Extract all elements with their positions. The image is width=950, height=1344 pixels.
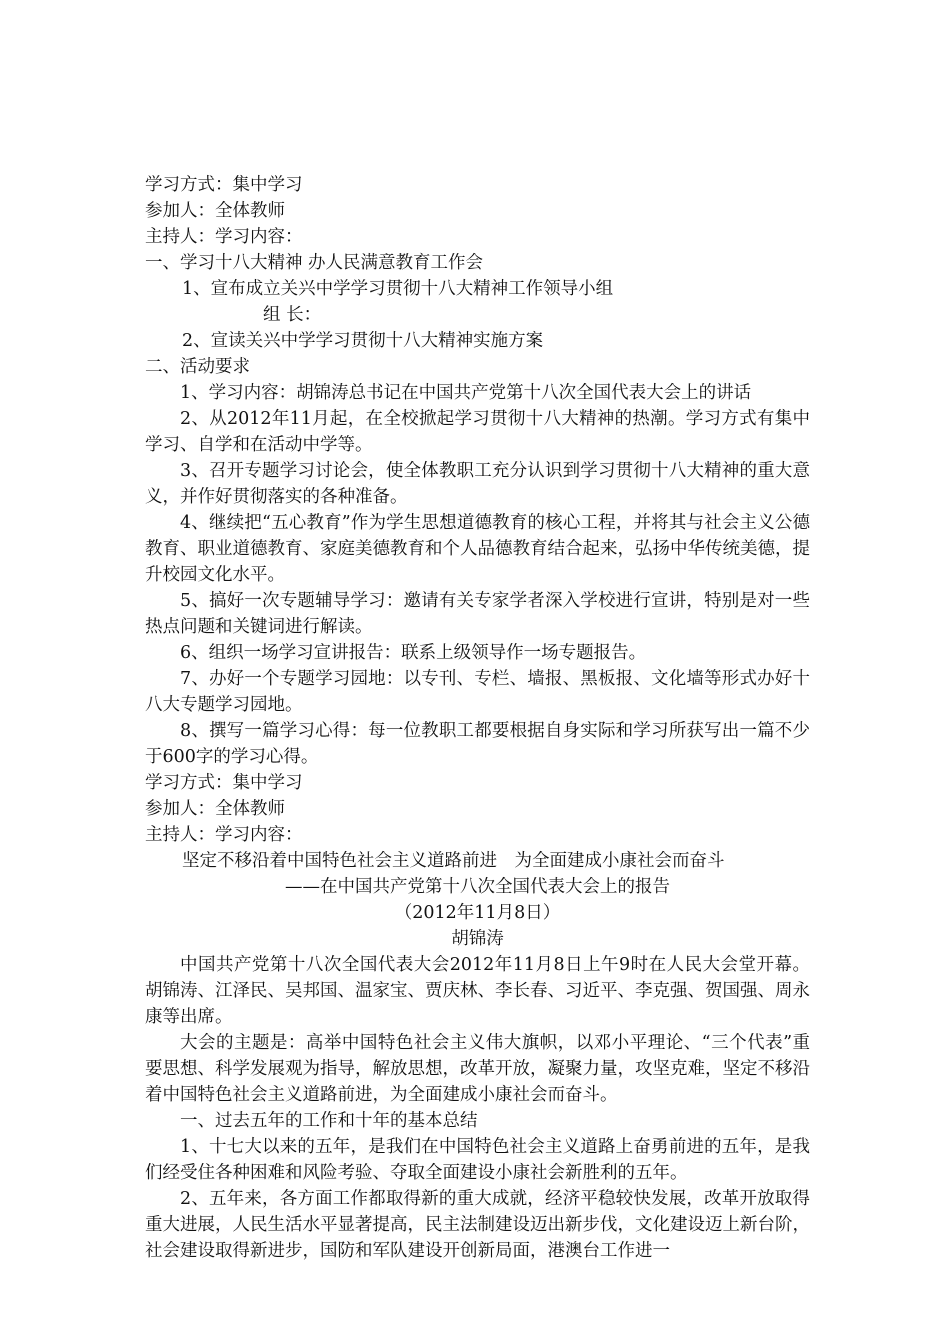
body-paragraph: 1、十七大以来的五年，是我们在中国特色社会主义道路上奋勇前进的五年，是我们经受住各种困难和风险考验、夺取全面建设小康社会新胜利的五年。 [145, 1137, 810, 1183]
leader-line: 组 长： [263, 305, 322, 325]
list-item: 4、继续把“五心教育”作为学生思想道德教育的核心工程，并将其与社会主义公德教育、职业道德教育、家庭美德教育和个人品德教育结合起来，弘扬中华传统美德，提升校园文化水平。 [145, 513, 810, 585]
report-subtitle: ——在中国共产党第十八次全国代表大会上的报告 [285, 877, 670, 897]
body-paragraph: 一、过去五年的工作和十年的基本总结 [180, 1111, 478, 1131]
host-line: 主持人：学习内容： [145, 227, 303, 247]
attendees-line: 参加人：全体教师 [145, 201, 285, 221]
report-author: 胡锦涛 [451, 929, 504, 949]
list-item: 1、学习内容：胡锦涛总书记在中国共产党第十八次全国代表大会上的讲话 [180, 383, 752, 403]
list-item: 2、宣读关兴中学学习贯彻十八大精神实施方案 [182, 331, 544, 351]
list-item: 5、搞好一次专题辅导学习：邀请有关专家学者深入学校进行宣讲，特别是对一些热点问题和关键词进行解读。 [145, 591, 810, 637]
host-line: 主持人：学习内容： [145, 825, 303, 845]
body-paragraph: 2、五年来，各方面工作都取得新的重大成就，经济平稳较快发展，改革开放取得重大进展，人民生活水平显著提高，民主法制建设迈出新步伐，文化建设迈上新台阶，社会建设取得新进步，国防和军队建设开创新局面，港澳台工作进一 [145, 1189, 810, 1261]
report-date: （2012年11月8日） [394, 903, 561, 923]
study-method-line: 学习方式：集中学习 [145, 175, 303, 195]
section-heading: 二、活动要求 [145, 357, 250, 377]
study-method-line: 学习方式：集中学习 [145, 773, 303, 793]
list-item: 2、从2012年11月起，在全校掀起学习贯彻十八大精神的热潮。学习方式有集中学习、自学和在活动中学等。 [145, 409, 810, 455]
list-item: 3、召开专题学习讨论会，使全体教职工充分认识到学习贯彻十八大精神的重大意义，并作好贯彻落实的各种准备。 [145, 461, 810, 507]
report-title: 坚定不移沿着中国特色社会主义道路前进 为全面建成小康社会而奋斗 [182, 851, 725, 871]
attendees-line: 参加人：全体教师 [145, 799, 285, 819]
list-item: 7、办好一个专题学习园地：以专刊、专栏、墙报、黑板报、文化墙等形式办好十八大专题学习园地。 [145, 669, 810, 715]
body-paragraph: 中国共产党第十八次全国代表大会2012年11月8日上午9时在人民大会堂开幕。胡锦涛、江泽民、吴邦国、温家宝、贾庆林、李长春、习近平、李克强、贺国强、周永康等出席。 [145, 955, 810, 1027]
list-item: 6、组织一场学习宣讲报告：联系上级领导作一场专题报告。 [180, 643, 647, 663]
body-paragraph: 大会的主题是：高举中国特色社会主义伟大旗帜，以邓小平理论、“三个代表”重要思想、科学发展观为指导，解放思想，改革开放，凝聚力量，攻坚克难，坚定不移沿着中国特色社会主义道路前进，为全面建成小康社会而奋斗。 [145, 1033, 810, 1105]
document-page [145, 172, 810, 1264]
list-item: 8、撰写一篇学习心得：每一位教职工都要根据自身实际和学习所获写出一篇不少于600字的学习心得。 [145, 721, 810, 767]
section-heading: 一、学习十八大精神 办人民满意教育工作会 [145, 253, 484, 273]
list-item: 1、宣布成立关兴中学学习贯彻十八大精神工作领导小组 [182, 279, 614, 299]
